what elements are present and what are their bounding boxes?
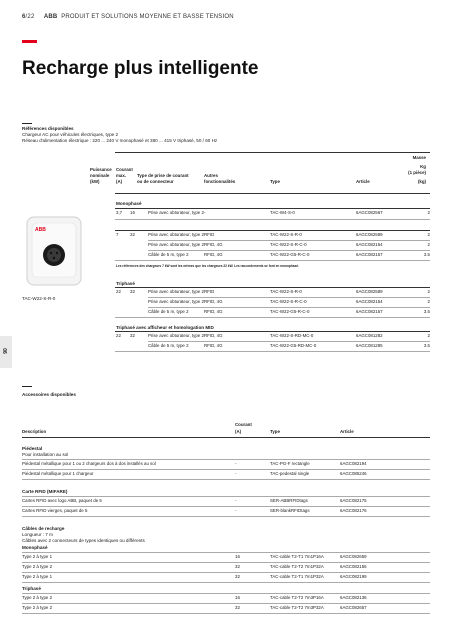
cell-article: 6AGC082136 xyxy=(340,595,367,600)
cell-article: 6AGC082155 xyxy=(340,564,367,569)
cell-socket: Câble de 5 m, type 2 xyxy=(148,252,189,257)
table-row xyxy=(0,508,452,514)
group-rule xyxy=(115,331,430,332)
cell-current: 32 xyxy=(130,289,135,294)
section-line: Réseau d'alimentation électrique : 220 ... 240 V monophasé et 380 ... 415 V triphasé, 50 / 60 Hz xyxy=(22,138,218,143)
group-subheading: Pour installation au sol xyxy=(22,452,69,457)
cell-socket: Prise avec obturateur, type 2 xyxy=(148,299,204,304)
cell-socket: Câble de 5 m, type 2 xyxy=(148,309,189,314)
table-row xyxy=(0,605,452,611)
cell-type: TAC-W22-G5-R-C-0 xyxy=(270,309,310,314)
cell-mass: 2 xyxy=(427,232,430,237)
cell-socket: Câble de 5 m, type 2 xyxy=(148,343,189,348)
cell-mass: 3.5 xyxy=(423,309,430,314)
cell-article: 6AGC082199 xyxy=(340,574,367,579)
cell-article: 6AGC082176 xyxy=(340,508,367,513)
cell-type: TAC-cable T2-T2 7m3P32A xyxy=(270,605,324,610)
cell-article: 6AGC081282 xyxy=(356,333,383,338)
cell-description: Type 2 à type 2 xyxy=(22,564,53,569)
cell-socket: Prise avec obturateur, type 2 xyxy=(148,242,204,247)
col-a: (A) xyxy=(116,179,123,184)
group-heading: Triphasé avec afficheur et homologation MID xyxy=(116,325,214,330)
cell-current: 16 xyxy=(130,210,135,215)
table-row xyxy=(0,343,452,349)
table-header xyxy=(0,422,452,438)
cell-article: 6AGC082175 xyxy=(340,498,367,503)
accent-bar xyxy=(22,40,37,43)
cell-mass: 2 xyxy=(427,210,430,215)
subgroup-heading: Monophasé xyxy=(22,545,48,550)
cell-features: RFID, 4G xyxy=(204,252,223,257)
cell-article: 6AGC082157 xyxy=(356,309,383,314)
table-row xyxy=(0,242,452,248)
cell-article: 6AGC082659 xyxy=(340,554,367,559)
col-kw: (kW) xyxy=(90,179,100,184)
cell-socket: Prise avec obturateur, type 2 xyxy=(148,210,204,215)
group-heading: Triphasé xyxy=(116,281,135,286)
table-row xyxy=(0,232,452,238)
page-title: Recharge plus intelligente xyxy=(22,58,259,79)
col-courant: Courant xyxy=(116,167,133,172)
cell-article: 6AGC082154 xyxy=(356,242,383,247)
cell-article: 6AGC082589 xyxy=(356,289,383,294)
cell-current: - xyxy=(235,471,237,476)
group-heading: Câbles de recharge xyxy=(22,526,65,531)
col-a: (A) xyxy=(235,429,242,434)
cell-type: TAC-W22-S-R-0 xyxy=(270,232,302,237)
table-row xyxy=(0,574,452,580)
cell-power: 22 xyxy=(116,333,121,338)
table-row xyxy=(0,498,452,504)
cell-current: - xyxy=(235,461,237,466)
cell-current: 16 xyxy=(235,554,240,559)
table-note: Les références des chargeurs 7 kW sont les mêmes que les chargeurs 22 kW. Les raccordements se font en monophasé. xyxy=(116,264,299,268)
col-kg-piece: (1 pièce) xyxy=(408,170,426,175)
table-header xyxy=(0,155,452,185)
cell-type: TAC-W22-G5-RD-MC-0 xyxy=(270,343,317,348)
page-number: 6 xyxy=(22,14,26,20)
section-heading: Accessoires disponibles xyxy=(22,392,76,397)
col-masse: Masse xyxy=(412,155,426,160)
table-row xyxy=(0,210,452,216)
col-type: Type xyxy=(270,179,280,184)
page-header xyxy=(22,14,234,20)
table-row xyxy=(0,289,452,295)
cell-type: TAC-cable T2-T1 7m1P16A xyxy=(270,554,324,559)
cell-mass: 3.5 xyxy=(423,252,430,257)
cell-features: RFID, 4G xyxy=(204,299,223,304)
cell-current: - xyxy=(235,508,237,513)
cell-socket: Prise avec obturateur, type 2 xyxy=(148,289,204,294)
table-row xyxy=(0,333,452,339)
section-marker xyxy=(22,386,32,387)
cell-power: 3,7 xyxy=(116,210,123,215)
col-autres: Autres xyxy=(204,173,218,178)
cell-socket: Prise avec obturateur, type 2 xyxy=(148,232,204,237)
section-heading: Références disponibles xyxy=(22,126,74,131)
group-subheading: Longueur : 7 m xyxy=(22,532,53,537)
cell-features: RFID, 4G xyxy=(204,309,223,314)
section-line: Chargeur AC pour véhicules électriques, type 2 xyxy=(22,132,119,137)
table-row xyxy=(0,309,452,315)
col-courant: Courant xyxy=(235,422,252,427)
page-total: /22 xyxy=(25,14,35,20)
col-type: Type xyxy=(270,429,280,434)
cell-power: 7 xyxy=(116,232,119,237)
cell-type: SER-ABBRFIDtags xyxy=(270,498,308,503)
cell-article: 6AGC082154 xyxy=(356,299,383,304)
cell-article: 6AGC082194 xyxy=(340,461,367,466)
cell-type: SER-blankRFIDtags xyxy=(270,508,310,513)
cell-features: RFID, 4G xyxy=(204,333,223,338)
cell-power: 22 xyxy=(116,289,121,294)
table-row xyxy=(0,471,452,477)
cell-current: 32 xyxy=(130,333,135,338)
table-row xyxy=(0,595,452,601)
table-row xyxy=(0,564,452,570)
table-rule xyxy=(115,152,430,153)
cell-features: RFID xyxy=(204,232,215,237)
header-subtitle: PRODUIT ET SOLUTIONS MOYENNE ET BASSE TENSION xyxy=(61,14,234,20)
cell-current: 32 xyxy=(235,574,240,579)
group-subheading: Câbles avec 2 connecteurs de types identiques ou différents xyxy=(22,538,145,543)
cell-article: 6AGC082157 xyxy=(356,252,383,257)
cell-description: Cartes RFID vierges, paquet de 5 xyxy=(22,508,88,513)
cell-type: TAC-W22-G5-R-C-0 xyxy=(270,252,310,257)
cell-type: TAC-W22-S-RD-MC-0 xyxy=(270,333,314,338)
cell-mass: 2 xyxy=(427,333,430,338)
charger-image xyxy=(25,215,83,287)
col-connecteur: ou de connecteur xyxy=(137,179,174,184)
table-row xyxy=(0,252,452,258)
cell-features: - xyxy=(204,210,206,215)
group-heading: Carte RFID (MIFARE) xyxy=(22,489,68,494)
col-type-prise: Type de prise de courant xyxy=(137,173,189,178)
col-article: Article xyxy=(340,429,354,434)
cell-article: 6AGC082589 xyxy=(356,232,383,237)
group-heading: Monophasé xyxy=(116,201,142,206)
col-description: Description xyxy=(22,429,47,434)
table-row xyxy=(0,461,452,467)
col-fonctionnalites: fonctionnalités xyxy=(204,179,236,184)
col-article: Article xyxy=(356,179,370,184)
table-row xyxy=(0,554,452,560)
cell-current: - xyxy=(235,498,237,503)
cell-mass: 2 xyxy=(427,289,430,294)
group-heading: Piédestal xyxy=(22,446,43,451)
cell-type: TAC-W22-S-R-C-0 xyxy=(270,299,307,304)
cell-description: Piédestal métallique pour 1 ou 2 chargeurs dos à dos installés au sol xyxy=(22,461,156,466)
col-nominale: nominale xyxy=(90,173,110,178)
cell-article: 6AGC082657 xyxy=(340,605,367,610)
product-label: TAC-W22-S-R-0 xyxy=(22,296,56,301)
cell-mass: 2 xyxy=(427,242,430,247)
table-rule xyxy=(22,437,430,438)
table-row xyxy=(0,299,452,305)
table-rule xyxy=(115,193,430,194)
cell-current: 16 xyxy=(235,595,240,600)
cell-description: Type 2 à type 1 xyxy=(22,574,53,579)
cell-article: 6AGC082567 xyxy=(356,210,383,215)
subgroup-heading: Triphasé xyxy=(22,586,41,591)
cell-current: 32 xyxy=(235,564,240,569)
cell-type: TAC-W22-S-R-0 xyxy=(270,289,302,294)
group-rule xyxy=(115,230,430,231)
cell-type: TAC-cable T2-T2 7m1P32A xyxy=(270,564,324,569)
brand-name: ABB xyxy=(43,14,58,20)
cell-type: TAC-cable T2-T1 7m1P32A xyxy=(270,574,324,579)
cell-type: TAC-cable T2-T2 7m3P16A xyxy=(270,595,324,600)
group-rule xyxy=(115,208,430,209)
col-puissance: Puissance xyxy=(90,167,112,172)
cell-mass: 3.5 xyxy=(423,343,430,348)
cell-description: Type 2 à type 1 xyxy=(22,554,53,559)
col-max: max. xyxy=(116,173,127,178)
cell-article: 6AGC081285 xyxy=(356,343,383,348)
side-page-number: 90 xyxy=(2,348,9,354)
cell-article: 6AGC085246 xyxy=(340,471,367,476)
cell-current: 32 xyxy=(130,232,135,237)
cell-socket: Prise avec obturateur, type 2 xyxy=(148,333,204,338)
cell-description: Type 2 à type 2 xyxy=(22,605,53,610)
cell-features: RFID, 4G xyxy=(204,242,223,247)
cell-description: Type 2 à type 2 xyxy=(22,595,53,600)
svg-text:ABB: ABB xyxy=(35,227,46,233)
group-rule xyxy=(115,287,430,288)
cell-features: RFID, 4G xyxy=(204,343,223,348)
cell-type: TAC-W4-S-0 xyxy=(270,210,295,215)
col-kg-unit: (kg) xyxy=(417,179,426,184)
section-marker xyxy=(22,123,32,124)
cell-mass: 2 xyxy=(427,299,430,304)
cell-current: 32 xyxy=(235,605,240,610)
cell-type: TAC-PG-F rectangle xyxy=(270,461,310,466)
cell-type: TAC-W22-S-R-C-0 xyxy=(270,242,307,247)
cell-description: Cartes RFID avec logo ABB, paquet de 5 xyxy=(22,498,102,503)
cell-description: Piédestal métallique pour 1 chargeur xyxy=(22,471,94,476)
cell-features: RFID xyxy=(204,289,215,294)
cell-type: TAC-pedestal single xyxy=(270,471,310,476)
col-kg: Kg xyxy=(420,164,426,169)
